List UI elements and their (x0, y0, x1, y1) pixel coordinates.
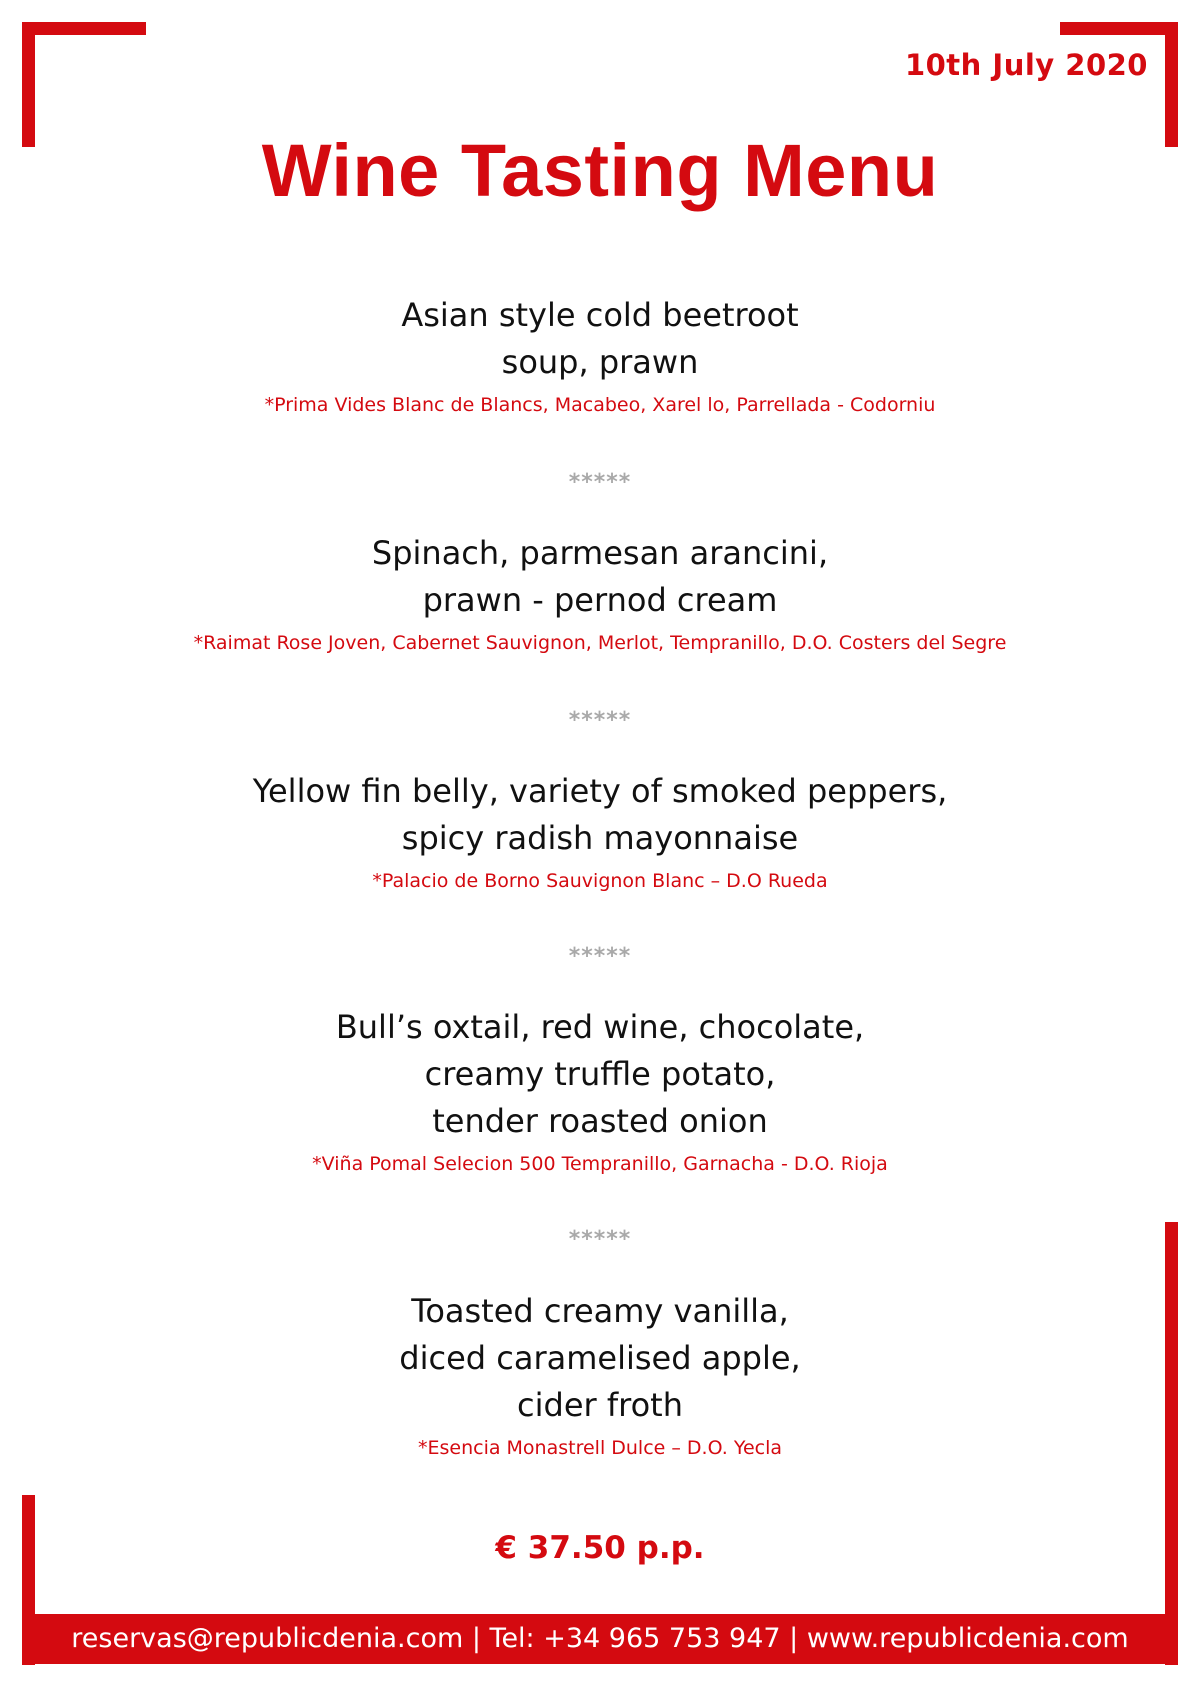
course-4-dish-line-3: tender roasted onion (432, 1102, 768, 1140)
course-4-wine-pairing: *Viña Pomal Selecion 500 Tempranillo, Garnacha - D.O. Rioja (312, 1153, 888, 1175)
course-5 (0, 1288, 1200, 1463)
course-1-wine-pairing: *Prima Vides Blanc de Blancs, Macabeo, Xarel lo, Parrellada - Codorniu (264, 394, 936, 416)
course-4-dish-line-1: Bull’s oxtail, red wine, chocolate, (335, 1008, 865, 1046)
course-5-dish-line-1: Toasted creamy vanilla, (411, 1292, 789, 1330)
course-3-wine-pairing: *Palacio de Borno Sauvignon Blanc – D.O Rueda (372, 870, 828, 892)
course-separator: ***** (568, 944, 632, 969)
course-3 (0, 768, 1200, 896)
course-1 (0, 292, 1200, 420)
course-3-dish-line-1: Yellow fin belly, variety of smoked peppers, (252, 772, 948, 810)
corner-bracket-top-right-horizontal (1060, 22, 1178, 35)
course-separator: ***** (568, 708, 632, 733)
course-separator: ***** (568, 1227, 632, 1252)
course-5-dish-line-3: cider froth (517, 1386, 683, 1424)
course-2-dish-line-2: prawn - pernod cream (422, 581, 778, 619)
course-separator: ***** (568, 470, 632, 495)
footer-contact-bar: reservas@republicdenia.com | Tel: +34 965 753 947 | www.republicdenia.com (28, 1614, 1172, 1664)
corner-bracket-top-left-horizontal (22, 22, 146, 35)
menu-date: 10th July 2020 (904, 48, 1148, 82)
course-1-dish-line-1: Asian style cold beetroot (401, 296, 799, 334)
page-title: Wine Tasting Menu (261, 129, 939, 212)
course-5-dish-line-2: diced caramelised apple, (399, 1339, 801, 1377)
course-3-dish-line-2: spicy radish mayonnaise (401, 819, 799, 857)
course-5-wine-pairing: *Esencia Monastrell Dulce – D.O. Yecla (417, 1437, 782, 1459)
course-1-dish-line-2: soup, prawn (501, 343, 699, 381)
course-2-wine-pairing: *Raimat Rose Joven, Cabernet Sauvignon, Merlot, Tempranillo, D.O. Costers del Segre (193, 632, 1007, 654)
course-4-dish-line-2: creamy truffle potato, (424, 1055, 776, 1093)
course-2 (0, 530, 1200, 658)
course-2-dish-line-1: Spinach, parmesan arancini, (371, 534, 829, 572)
menu-price: € 37.50 p.p. (495, 1530, 705, 1566)
course-4 (0, 1004, 1200, 1179)
